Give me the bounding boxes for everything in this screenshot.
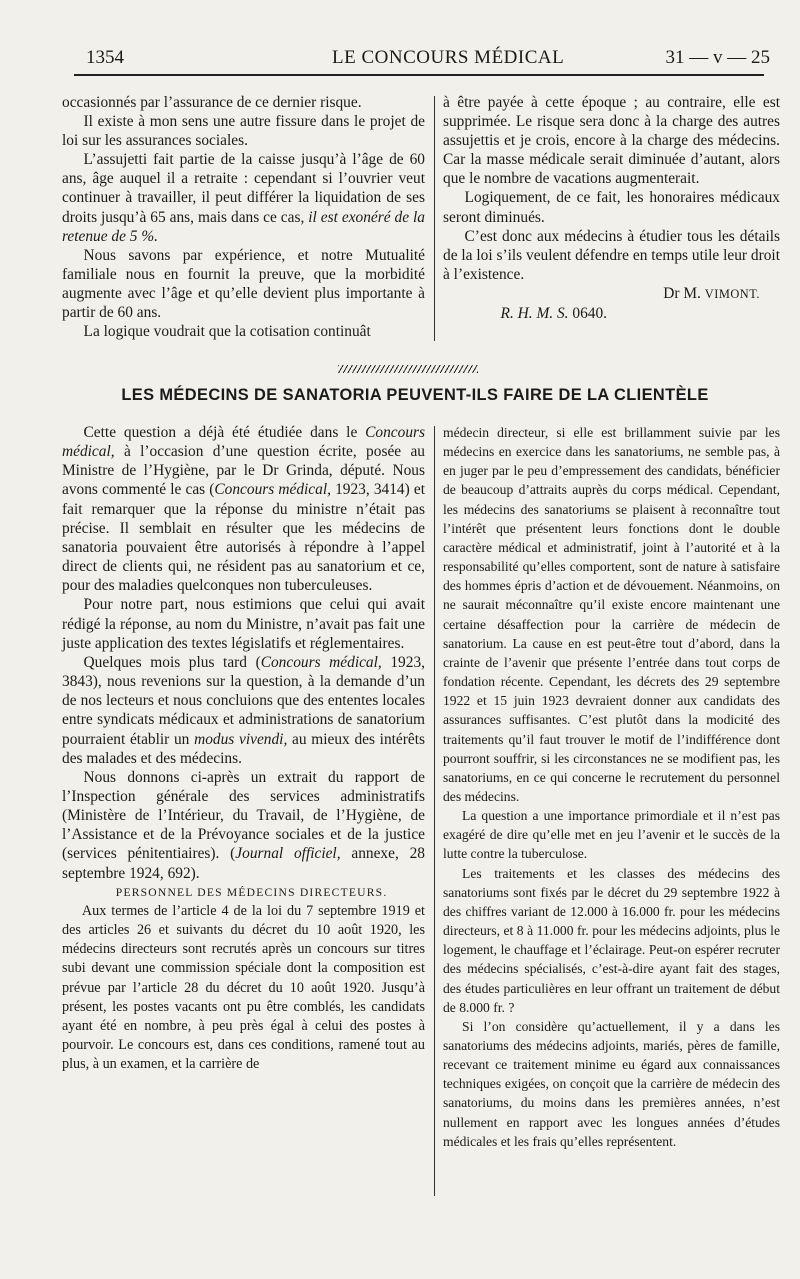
paragraph: Logiquement, de ce fait, les honoraires médicaux seront diminués.	[443, 189, 780, 226]
section-ornament	[338, 365, 478, 373]
article-title: LES MÉDECINS DE SANATORIA PEUVENT-ILS FAIRE DE LA CLIENTÈLE	[121, 386, 709, 404]
section-subheading: PERSONNEL DES MÉDECINS DIRECTEURS.	[115, 885, 388, 899]
paragraph: La logique voudrait que la cotisation continuât	[83, 323, 371, 341]
issue-date: 31 — v — 25	[665, 47, 770, 68]
column-divider	[434, 96, 435, 341]
paragraph: médecin directeur, si elle est brillamment suivie par les médecins en exercice dans les sanatoriums, ne semble pas, à en juger par le peu d’empressement des candidats, bénéficier de beaucoup d’attraits auprès du corps médical. Cependant, les médecins des sanatoriums se plaisent à reconnaître tout l’intérêt que présentent leurs fonctions dont le double caractère médical et administratif, joint à l’autorité et à la responsabilité qu’elles comportent, sont de nature à satisfaire des hommes épris d’action et de dévouement. Néanmoins, on ne saurait méconnaître qu’il existe encore maintenant une certaine désaffection pour la carrière de médecin de sanatorium. La cause en est peut-être tout d’abord, dans la crainte de l’avenir que présente l’entrée dans tout corps de fondation récente. Cependant, les décrets des 29 septembre 1922 et 15 juin 1923 devraient donner aux candidats des assurances suffisantes. C’est plutôt dans la modicité des traitements qu’il faut trouver le motif de l’indifférence dont pourront souffrir, si les circonstances ne se modifient pas, les sanatoriums, en ce qui concerne le recrutement du personnel des médecins.	[443, 425, 780, 804]
paragraph: Nous savons par expérience, et notre Mutualité familiale nous en fournit la preuve, que la morbidité augmente avec l’âge et qu’elle devient plus importante à partir de 60 ans.	[62, 246, 425, 322]
page-number: 1354	[86, 47, 124, 68]
previous-article-left-column	[62, 93, 425, 341]
header-rule	[74, 74, 764, 76]
paragraph: Aux termes de l’article 4 de la loi du 7 septembre 1919 et des articles 26 et suivants du décret du 10 août 1920, les médecins directeurs sont recrutés après un concours sur titres subi devant une commission spéciale dont la composition est prévue par l’article 28 du décret du 10 août 1920. Jusqu’à présent, les postes vacants ont pu être comblés, les candidats ayant été en nombre, à peu près égal à celui des postes à pourvoir. Le concours est, dans ces conditions, ramené tout au plus, à un examen, et la carrière de	[62, 902, 425, 1073]
paragraph: Quelques mois plus tard (Concours médical, 1923, 3843), nous revenions sur la question, à la demande d’un de nos lecteurs et nous concluions que des ententes locales entre syndicats médicaux et administrations de sanatorium pourraient établir un modus vivendi, au mieux des intérêts des malades et des médecins.	[62, 653, 425, 767]
paragraph: La question a une importance primordiale et il n’est pas exagéré de dire qu’elle met en jeu l’avenir et le succès de la lutte contre la tuberculose.	[443, 808, 780, 862]
paragraph: Il existe à mon sens une autre fissure dans le projet de loi sur les assurances sociales.	[62, 113, 425, 150]
reference-code: R. H. M. S. 0640.	[500, 305, 608, 323]
paragraph: L’assujetti fait partie de la caisse jusqu’à l’âge de 60 ans, âge auquel il a retraite : cependant si l’ouvrier veut continuer à travailler, il peut différer la liquidation de ses droits jusqu’à 65 ans, mais dans ce cas, il est exonéré de la retenue de 5 %.	[62, 151, 425, 245]
paragraph: Si l’on considère qu’actuellement, il y a dans les sanatoriums des médecins adjoints, mariés, pères de famille, recevant ce traitement minime eu égard aux connaissances techniques exigées, on conçoit que la carrière de médecin des sanatoriums, du moins dans les premières années, n’est nullement en rapport avec les longues années d’études médicales et les frais qu’elles représentent.	[443, 1018, 780, 1149]
paragraph: Nous donnons ci-après un extrait du rapport de l’Inspection générale des services administratifs (Ministère de l’Intérieur, du Travail, de l’Hygiène, de l’Assistance et de la Prévoyance sociales et de la justice (services pénitentiaires). (Journal officiel, annexe, 28 septembre 1924, 692).	[62, 768, 425, 882]
paragraph: Cette question a déjà été étudiée dans le Concours médical, à l’occasion d’une question écrite, posée au Ministre de l’Hygiène, par le Dr Grinda, député. Nous avons commenté le cas (Concours médical, 1923, 3414) et fait remarquer que la réponse du ministre n’était pas précise. Il semblait en résulter que les médecins de sanatoria pouvaient être autorisés à répondre à l’appel direct de clients qui, ne résident pas au sanatorium et ce, pour des maladies quelconques non tuberculeuses.	[62, 424, 425, 595]
paragraph: Les traitements et les classes des médecins des sanatoriums sont fixés par le décret du 29 septembre 1922 à des chiffres variant de 12.000 à 16.000 fr. pour les médecins directeurs, et 8 à 11.000 fr. pour les médecins adjoints, plus le logement, le chauffage et l’éclairage. Peut-on espérer recruter des médecins spécialisés, c’est-à-dire ayant fait des stages, des études particulières en leur offrant un traitement de début de 8.000 fr. ?	[443, 865, 780, 1015]
paragraph: occasionnés par l’assurance de ce dernier risque.	[62, 94, 362, 111]
article-right-column	[443, 423, 780, 1151]
paragraph: C’est donc aux médecins à étudier tous les détails de la loi s’ils veulent défendre en temps utile leur droit à l’existence.	[443, 227, 780, 283]
journal-title: LE CONCOURS MÉDICAL	[332, 47, 565, 68]
previous-article-right-column	[443, 93, 780, 323]
paragraph: à être payée à cette époque ; au contraire, elle est supprimée. Le risque sera donc à la charge des autres assujettis et je crois, encore à la charge des médecins. Car la masse médicale serait diminuée d’autant, alors que le nombre de vacations augmenterait.	[443, 94, 780, 188]
column-divider	[434, 426, 435, 1196]
running-header	[86, 47, 770, 69]
paragraph: Pour notre part, nous estimions que celui qui avait rédigé la réponse, au nom du Ministre, n’avait pas fait une juste application des textes législatifs et réglementaires.	[62, 596, 425, 652]
author-signature: Dr M. VIMONT.	[663, 284, 760, 302]
article-left-column	[62, 423, 425, 1074]
